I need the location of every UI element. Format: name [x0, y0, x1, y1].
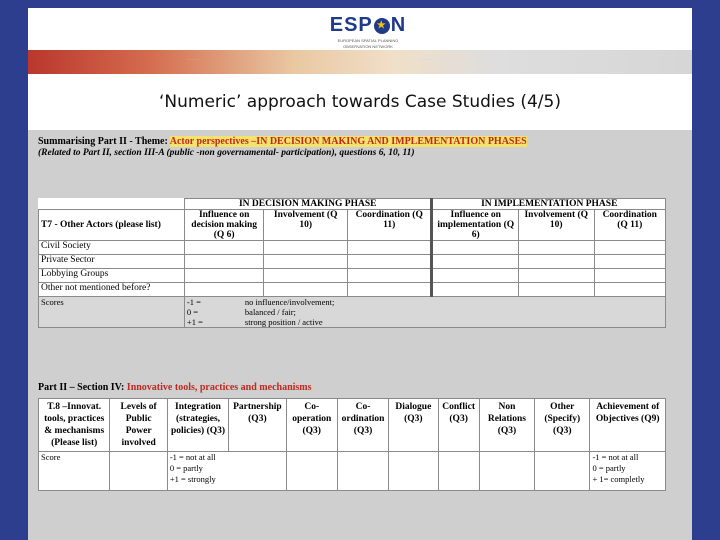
score-legend-left: -1 = not at all 0 = partly +1 = strongly: [167, 452, 286, 491]
row-label: Lobbying Groups: [39, 269, 185, 283]
logo-subtitle-1: EUROPEAN SPATIAL PLANNING: [337, 38, 399, 43]
map-banner: [28, 50, 692, 74]
col-header: Achievement of Objectives (Q9): [590, 399, 666, 452]
phase-decision-header: IN DECISION MAKING PHASE: [184, 199, 432, 210]
section-iv-heading: Part II – Section IV: Innovative tools, practices and mechanisms: [38, 382, 312, 393]
table-row: [39, 269, 666, 283]
scores-legend: [184, 297, 665, 328]
score-line: -1 = no influence/involvement;: [186, 297, 335, 307]
col-header: Coordination (Q 11): [347, 210, 432, 241]
col-header: Involvement (Q 10): [264, 210, 348, 241]
col-header: Conflict (Q3): [438, 399, 479, 452]
doc-heading-highlight: Actor perspectives –IN DECISION MAKING AND IMPLEMENTATION PHASES: [169, 136, 527, 147]
espon-logo: [328, 14, 408, 49]
score-line: 0 = balanced / fair;: [186, 307, 296, 317]
col-header: Influence on decision making (Q 6): [184, 210, 264, 241]
col-header: Partnership (Q3): [229, 399, 286, 452]
logo-subtitle-2: OBSERVATION NETWORK: [343, 44, 393, 49]
scores-row: [39, 297, 666, 328]
col-header: Involvement (Q 10): [519, 210, 594, 241]
phase-implementation-header: IN IMPLEMENTATION PHASE: [432, 199, 666, 210]
col-header: Coordination (Q 11): [594, 210, 666, 241]
row-label: Private Sector: [39, 255, 185, 269]
col-header: Other (Specify) (Q3): [535, 399, 590, 452]
logo-text-right: N: [390, 14, 407, 36]
eu-star-icon: ★: [374, 18, 390, 34]
score-label: Score: [39, 452, 110, 491]
doc-heading: [38, 136, 668, 148]
col-header: Co-operation (Q3): [286, 399, 337, 452]
logo-text-left: ESP: [329, 14, 373, 36]
score-legend-right: -1 = not at all 0 = partly + 1= completly: [590, 452, 666, 491]
row-label: Other not mentioned before?: [39, 283, 185, 297]
row-header: T7 - Other Actors (please list): [39, 210, 185, 241]
table-row: [39, 241, 666, 255]
col-header: Dialogue (Q3): [389, 399, 438, 452]
col-header: Non Relations (Q3): [479, 399, 534, 452]
col-header: Influence on implementation (Q 6): [432, 210, 519, 241]
score-line: +1 = strong position / active: [186, 317, 323, 327]
doc-heading-plain: Summarising Part II - Theme:: [38, 136, 170, 147]
doc-subheading: (Related to Part II, section III-A (public -non governamental- participation), questions 6, 10, 11): [38, 148, 415, 158]
slide: [28, 8, 692, 540]
table-row: [39, 255, 666, 269]
document-excerpt: [28, 130, 692, 540]
actors-table: [38, 198, 666, 328]
col-header: Co-ordination (Q3): [337, 399, 388, 452]
col-header: Integration (strategies, policies) (Q3): [167, 399, 228, 452]
scores-label: Scores: [39, 297, 185, 328]
col-header: T.8 –Innovat. tools, practices & mechanisms (Please list): [39, 399, 110, 452]
col-header: Levels of Public Power involved: [110, 399, 167, 452]
score-row: [39, 452, 666, 491]
slide-title: ‘Numeric’ approach towards Case Studies (4/5): [159, 92, 561, 112]
row-label: Civil Society: [39, 241, 185, 255]
table-row: [39, 283, 666, 297]
innovation-table: [38, 398, 666, 491]
